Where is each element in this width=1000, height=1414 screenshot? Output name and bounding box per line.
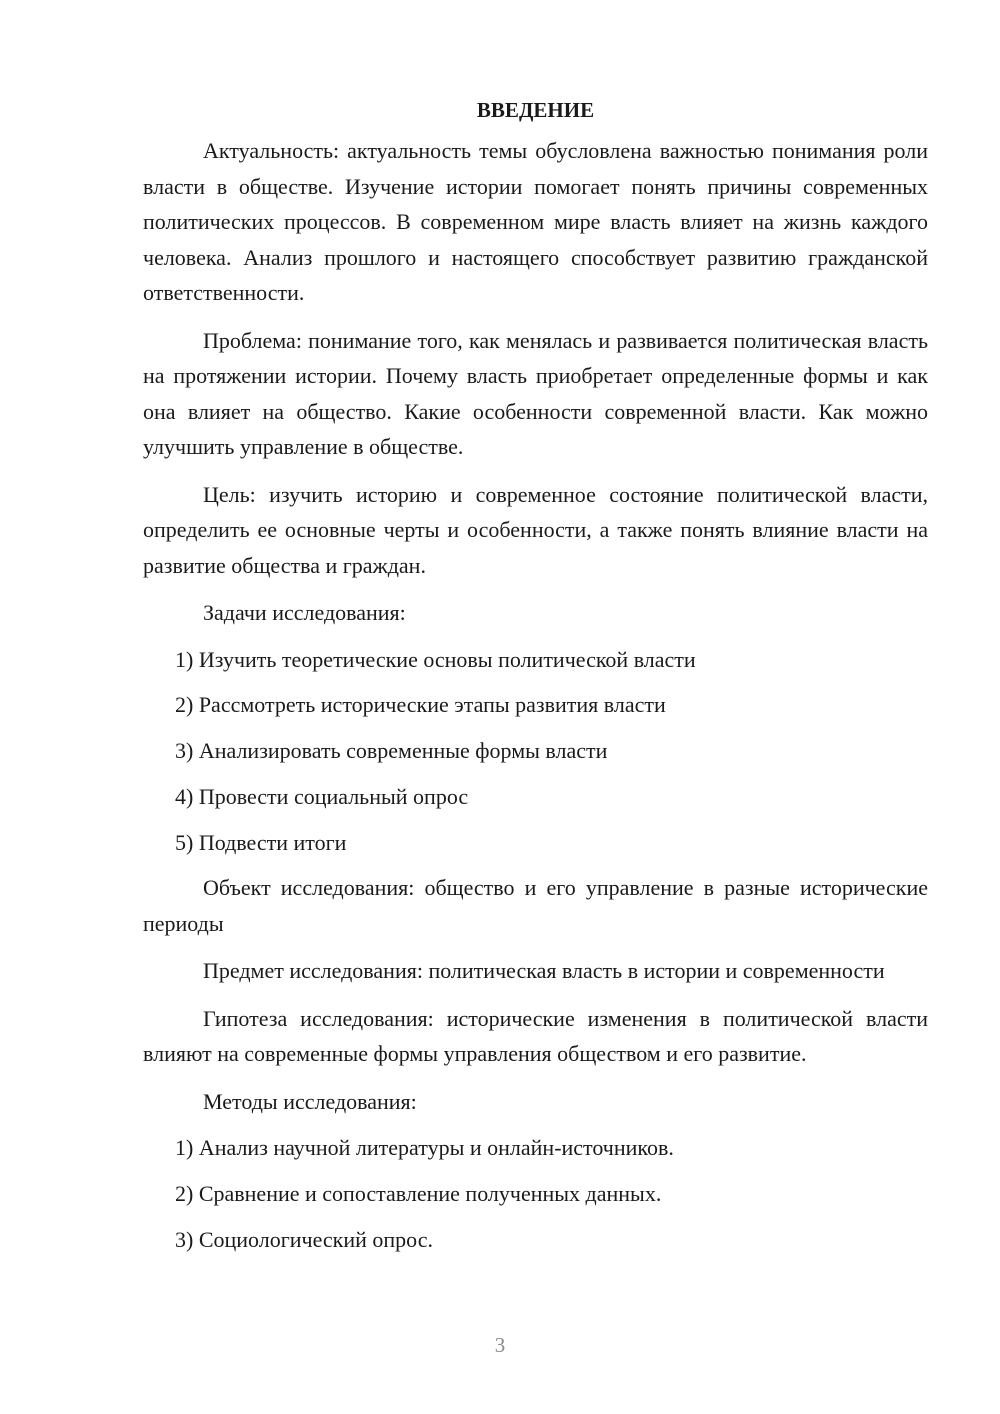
methods-heading: Методы исследования: xyxy=(203,1088,417,1114)
hypothesis-paragraph: Гипотеза исследования: исторические изменения в политической власти влияют на современные формы управления обществом и его развитие. xyxy=(143,1005,928,1067)
tasks-heading: Задачи исследования: xyxy=(203,600,406,625)
goal-paragraph: Цель: изучить историю и современное состояние политической власти, определить ее основные черты и особенности, а также понять влияние власти на развитие общества и граждан. xyxy=(143,481,928,578)
list-item: 2) Сравнение и сопоставление полученных данных. xyxy=(175,1181,662,1207)
list-item: 3) Социологический опрос. xyxy=(175,1227,433,1253)
relevance-paragraph: Актуальность: актуальность темы обусловлена важностью понимания роли власти в обществе. Изучение истории помогает понять причины современных политических процессов. В современном мире власть влияет на жизнь каждого человека. Анализ прошлого и настоящего способствует развитию гражданской ответственности. xyxy=(143,138,928,305)
list-item: 3) Анализировать современные формы власти xyxy=(175,738,608,764)
page-number: 3 xyxy=(494,1333,506,1357)
page-title: ВВЕДЕНИЕ xyxy=(476,98,595,122)
list-item: 2) Рассмотреть исторические этапы развития власти xyxy=(175,692,666,718)
list-item: 1) Изучить теоретические основы политической власти xyxy=(175,646,696,672)
list-item: 5) Подвести итоги xyxy=(175,829,347,855)
problem-paragraph: Проблема: понимание того, как менялась и развивается политическая власть на протяжении истории. Почему власть приобретает определенные формы и как она влияет на общество. Какие особенности современной власти. Как можно улучшить управление в обществе. xyxy=(143,327,928,459)
list-item: 4) Провести социальный опрос xyxy=(175,783,469,809)
list-item: 1) Анализ научной литературы и онлайн-источников. xyxy=(175,1135,674,1161)
methods-list xyxy=(143,1130,928,1257)
subject-paragraph: Предмет исследования: политическая власть в истории и современности xyxy=(203,958,885,984)
object-paragraph: Объект исследования: общество и его управление в разные исторические периоды xyxy=(143,875,928,936)
document-page xyxy=(143,92,928,1268)
tasks-list xyxy=(143,642,928,861)
